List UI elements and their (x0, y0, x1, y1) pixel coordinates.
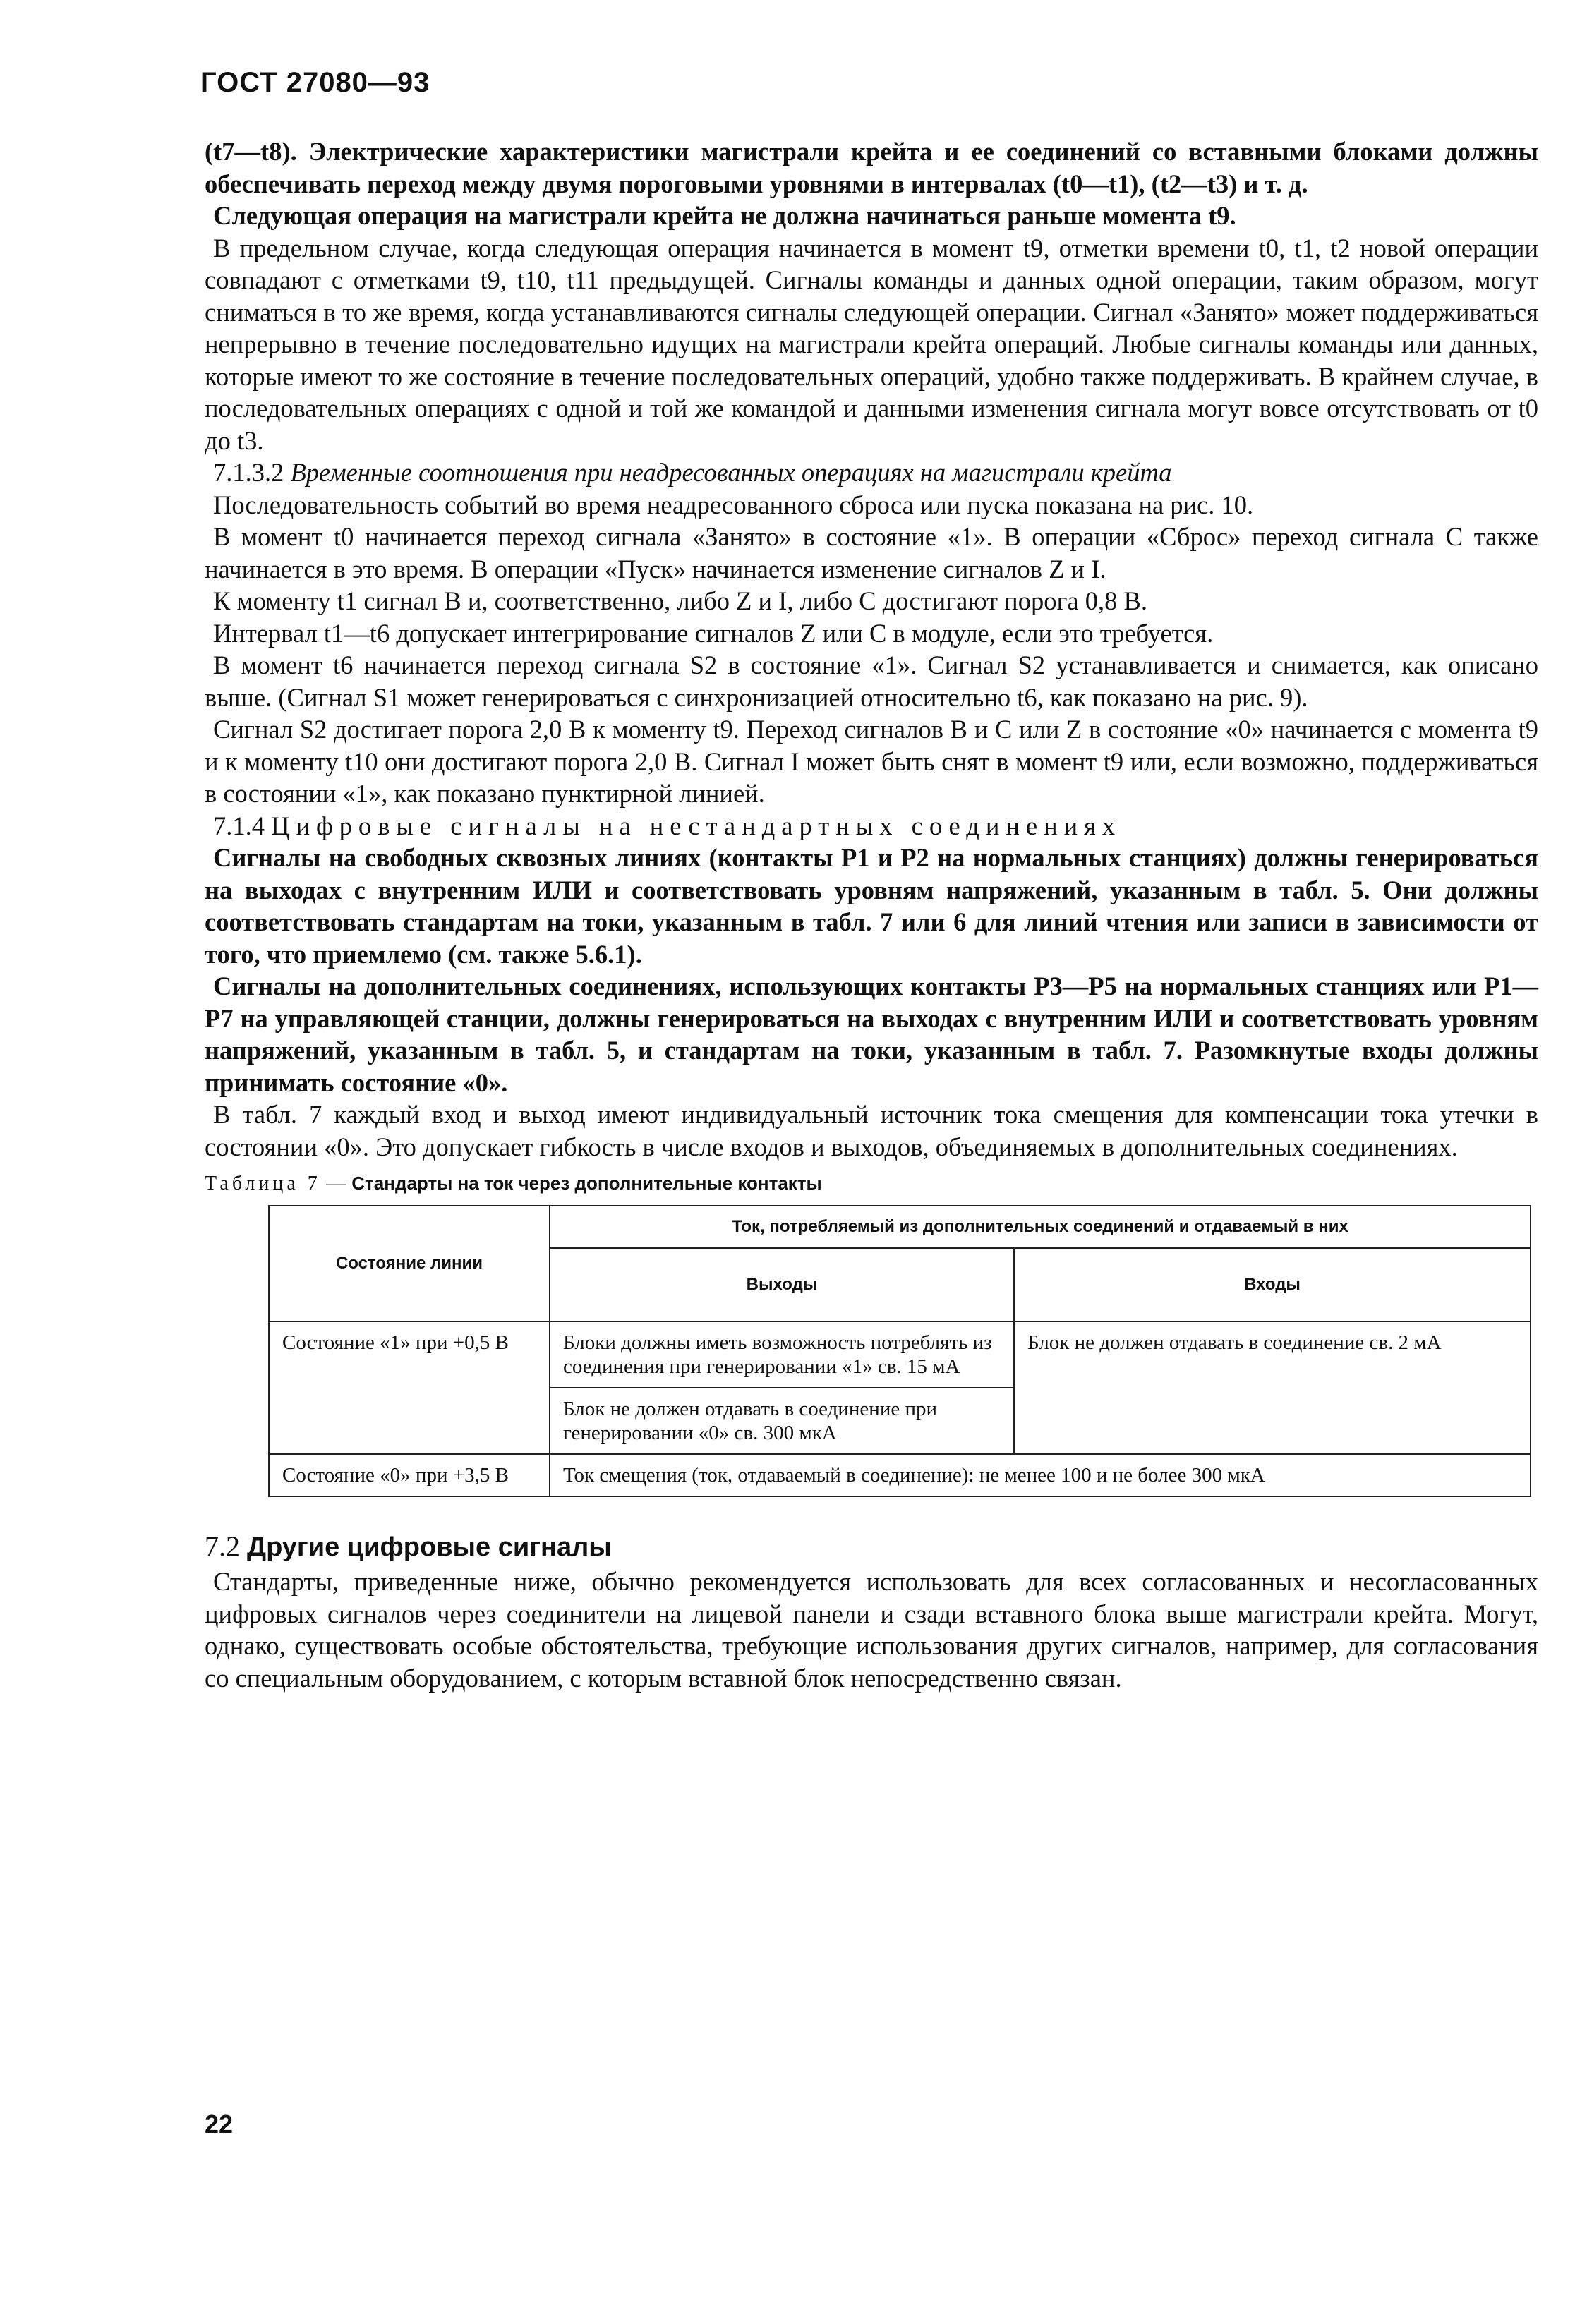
section-title: Другие цифровые сигналы (247, 1532, 612, 1562)
row1-output-b: Блок не должен отдавать в соединение при генерировании «0» св. 300 мкА (550, 1388, 1014, 1454)
paragraph-1: (t7—t8). Электрические характеристики магистрали крейта и ее соединений со вставными блоками должны обеспечивать переход между двумя пороговыми уровнями в интервалах (t0—t1), (t2—t3) и т. д. (205, 137, 1538, 198)
row1-input: Блок не должен отдавать в соединение св. 2 мА (1014, 1321, 1531, 1454)
row1-output-a: Блоки должны иметь возможность потреблять из соединения при генерировании «1» св. 15 мА (550, 1321, 1014, 1388)
header-current-group: Ток, потребляемый из дополнительных соединений и отдаваемый в них (550, 1206, 1531, 1248)
subsection-number: 7.1.3.2 (213, 458, 284, 487)
paragraph-9: В момент t6 начинается переход сигнала S2 в состояние «1». Сигнал S2 устанавливается и снимается, как описано выше. (Сигнал S1 может генерироваться с синхронизацией относительно t6, как показано на рис. 9). (205, 650, 1538, 712)
paragraph-7: К моменту t1 сигнал В и, соответственно, либо Z и I, либо С достигают порога 0,8 В. (213, 586, 1147, 615)
header-outputs: Выходы (550, 1248, 1014, 1321)
paragraph-3: В предельном случае, когда следующая операция начинается в момент t9, отметки времени t0, t1, t2 новой операции совпадают с отметками t9, t10, t11 предыдущей. Сигналы команды и данных одной операции, таким образом, могут сниматься в то же время, когда устанавливаются сигналы следующей операции. Сигнал «Занято» может поддерживаться непрерывно в течение последовательно идущих на магистрали крейта операций. Любые сигналы команды или данных, которые имеют то же состояние в течение последовательных операций, удобно также поддерживать. В крайнем случае, в последовательных операциях с одной и той же командой и данными изменения сигнала могут вовсе отсутствовать от t0 до t3. (205, 233, 1538, 455)
header-line-state: Состояние линии (269, 1206, 550, 1321)
table-caption-title: Стандарты на ток через дополнительные контакты (351, 1173, 822, 1194)
paragraph-5: Последовательность событий во время неадресованного сброса или пуска показана на рис. 10. (213, 490, 1254, 519)
page-number: 22 (205, 2110, 234, 2138)
page (200, 67, 1538, 1694)
section-number: 7.2 (205, 1530, 240, 1562)
row2-state: Состояние «0» при +3,5 В (269, 1454, 550, 1496)
paragraph-12: Сигналы на свободных сквозных линиях (контакты Р1 и Р2 на нормальных станциях) должны генерироваться на выходах с внутренним ИЛИ и соответствовать уровням напряжений, указанным в табл. 5. Они должны соответствовать стандартам на токи, указанным в табл. 7 или 6 для линий чтения или записи в зависимости от того, что приемлемо (см. также 5.6.1). (205, 843, 1538, 969)
paragraph-6: В момент t0 начинается переход сигнала «Занято» в состояние «1». В операции «Сброс» переход сигнала С также начинается в это время. В операции «Пуск» начинается изменение сигналов Z и I. (205, 522, 1538, 583)
subsection-title: Временные соотношения при неадресованных операциях на магистрали крейта (290, 458, 1172, 487)
header-inputs: Входы (1014, 1248, 1531, 1321)
row1-state: Состояние «1» при +0,5 В (269, 1321, 550, 1454)
subsection-7-1-3-2 (205, 456, 1538, 489)
subsection-number: 7.1.4 (213, 811, 265, 840)
paragraph-14: В табл. 7 каждый вход и выход имеют индивидуальный источник тока смещения для компенсации тока утечки в состоянии «0». Это допускает гибкость в числе входов и выходов, объединяемых в дополнительных соединениях. (205, 1100, 1538, 1161)
table-7 (268, 1205, 1531, 1497)
table-caption (205, 1173, 1538, 1195)
paragraph-8: Интервал t1—t6 допускает интегрирование сигналов Z или С в модуле, если это требуется. (213, 618, 1214, 648)
subsection-title: Цифровые сигналы на нестандартных соединениях (271, 811, 1122, 840)
section-7-2-heading (205, 1530, 1538, 1563)
paragraph-15: Стандарты, приведенные ниже, обычно рекомендуется использовать для всех согласованных и несогласованных цифровых сигналов через соединители на лицевой панели и сзади вставного блока выше магистрали крейта. Могут, однако, существовать особые обстоятельства, требующие использования других сигналов, например, для согласования со специальным оборудованием, с которым вставной блок непосредственно связан. (205, 1567, 1538, 1693)
page-header: ГОСТ 27080—93 (200, 67, 430, 98)
table-caption-sep: — (320, 1173, 352, 1194)
paragraph-10: Сигнал S2 достигает порога 2,0 В к моменту t9. Переход сигналов В и С или Z в состояние «0» начинается с момента t9 и к моменту t10 они достигают порога 2,0 В. Сигнал I может быть снят в момент t9 или, если возможно, поддерживаться в состоянии «1», как показано пунктирной линией. (205, 715, 1538, 808)
table-caption-label: Таблица 7 (205, 1173, 321, 1194)
paragraph-13: Сигналы на дополнительных соединениях, использующих контакты Р3—Р5 на нормальных станциях или Р1—Р7 на управляющей станции, должны генерироваться на выходах с внутренним ИЛИ и соответствовать уровням напряжений, указанным в табл. 5, и стандартам на токи, указанным в табл. 7. Разомкнутые входы должны принимать состояние «0». (205, 972, 1538, 1097)
subsection-7-1-4 (205, 810, 1538, 842)
paragraph-2: Следующая операция на магистрали крейта не должна начинаться раньше момента t9. (213, 201, 1236, 230)
row2-bias-current: Ток смещения (ток, отдаваемый в соединение): не менее 100 и не более 300 мкА (550, 1454, 1531, 1496)
